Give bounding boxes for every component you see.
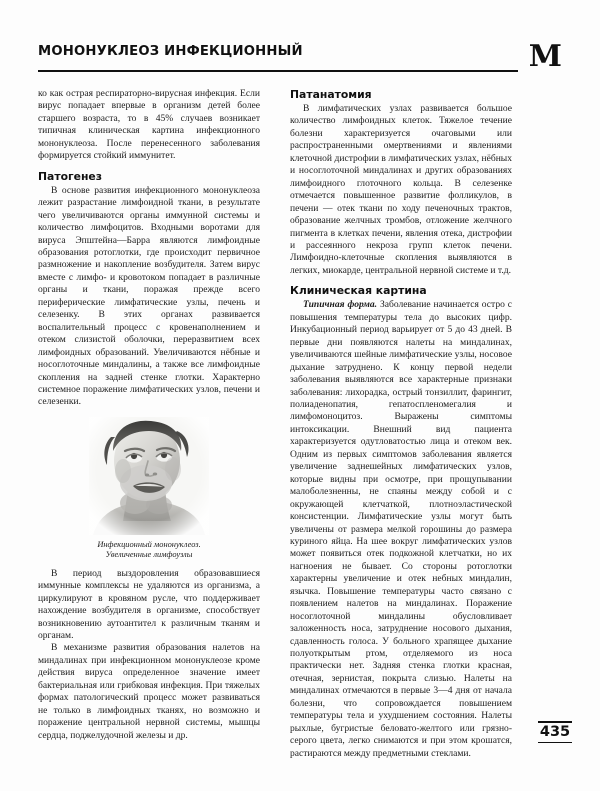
figure-caption-line-1: Инфекционный мононуклеоз.: [97, 539, 201, 549]
running-head-title: МОНОНУКЛЕОЗ ИНФЕКЦИОННЫЙ: [38, 44, 303, 59]
chapter-letter-marker: М: [528, 39, 562, 74]
page-number: 435: [539, 723, 571, 740]
pathanatomy-paragraph: В лимфатических узлах развивается большое количество лимфоидных клеток. Тяжелое течение болезни характеризуется очаговыми или распространенными омертвениями и явлениями клеточной дистрофии в лимфатических узлах, нёбных и носоглоточной миндалинах и других образованиях лимфоидного глоточного кольца. В селезенке отмечается повышенное развитие фолликулов, в печени — отек ткани по ходу печеночных трактов, образование желчных тромбов, отложение желчного пигмента в клетках печени, явления отека, дистрофии и рассеянного некроза групп клеток печени. Лимфоидно-клеточные скопления выявляются в легких, миокарде, центральной нервной системе и т.д.: [290, 103, 512, 276]
typical-form-paragraph: [290, 299, 512, 760]
right-text-column: [290, 88, 512, 760]
folio-rule-bottom: [538, 742, 572, 743]
figure-infectious-mononucleosis: [38, 417, 260, 561]
typical-form-text: Заболевание начинается остро с повышения температуры тела до высоких цифр. Инкубационный период варьирует от 5 до 43 дней. В первые дни появляются налеты на миндалинах, увеличиваются шейные лимфатические узлы, носовое дыхание затруднено. К концу первой недели заболевания выявляются все характерные признаки заболевания: лихорадка, острый тонзиллит, фарингит, полиаденопатия, гепатоспленомегалия и лимфомоноцитоз. Выражены симптомы интоксикации. Внешний вид пациента характеризуется одутловатостью лица и отеком век. Одним из первых симптомов заболевания является увеличение заднешейных лимфатических узлов, которые видны при осмотре, при прощупывании малоболезненны, не спаяны между собой и с окружающей клетчаткой, плотноэластической консистенции. Лимфатические узлы могут быть увеличены от размера мелкой горошины до размера куриного яйца. На шее вокруг лимфатических узлов может появиться отек подкожной клетчатки, но их нагноения не бывает. Со стороны ротоглотки характерны увеличение и отек небных миндалин, язычка. Повышение температуры часто связано с появлением налетов на миндалинах. Поражение носоглоточной миндалины обусловливает заложенность носа, затруднение носового дыхания, сдавленность голоса. У больного храпящее дыхание полуоткрытым ртом, отделяемого из носа практически нет. Задняя стенка глотки красная, отечная, зернистая, покрыта слизью. Налеты на миндалинах отмечаются в первые 3—4 дня от начала болезни, что сопровождается повышением температуры тела и ухудшением состояния. Налеты рыхлые, бугристые беловато-желтого или грязно-серого цвета, легко снимаются и при этом крошатся, растираются между предметными стеклами.: [290, 299, 513, 759]
left-text-column: [38, 88, 260, 742]
typical-form-label: Типичная форма.: [303, 299, 378, 311]
figure-caption: [38, 540, 260, 561]
page-folio: [536, 721, 574, 743]
page-header: [38, 39, 562, 88]
figure-caption-line-2: Увеличенные лимфоузлы: [105, 550, 193, 560]
heading-pathogenesis: Патогенез: [38, 169, 103, 183]
figure-spacer: [38, 561, 260, 568]
recovery-paragraph: В период выздоровления образовавшиеся иммунные комплексы не удаляются из организма, а циркулируют в кровяном русле, что поддерживает нахождение возбудителя в организме, способствует возникновению аутоантител к различным тканям и органам.: [38, 567, 260, 641]
patient-photo-illustration: [89, 417, 209, 535]
heading-pathanatomy: Патанатомия: [290, 88, 372, 101]
patient-photo: [89, 417, 209, 535]
pathogenesis-paragraph: В основе развития инфекционного мононуклеоза лежит разрастание лимфоидной ткани, в результате чего увеличиваются органы иммунной системы и количество лимфоцитов. Входными воротами для вируса Эпштейна—Барра являются лимфоидные образования ротоглотки, где происходит первичное размножение и накопление возбудителя. Затем вирус вместе с лимфо- и кровотоком попадает в различные органы и ткани, поражая прежде всего периферические лимфатические узлы, печень и селезенку. В этих органах развивается воспалительный процесс с кровенаполнением и отеком слизистой оболочки, переразвитием всех лимфоидных образований. Увеличиваются нёбные и носоглоточные миндалины, а также все лимфоидные скопления на задней стенке глотки. Характерно системное поражение лимфатических узлов, печени и селезенки.: [38, 184, 260, 408]
heading-clinical-picture: Клиническая картина: [290, 284, 427, 298]
mechanism-paragraph: В механизме развития образования налетов на миндалинах при инфекционном мононуклеозе кроме действия вируса определенное значение имеет бактериальная или грибковая инфекция. При тяжелых формах патологический процесс может развиваться не только в лимфоидных тканях, но возможно и поражение центральной нервной системы, мышцы сердца, поджелудочной железы и др.: [38, 642, 260, 741]
intro-paragraph: ко как острая респираторно-вирусная инфекция. Если вирус попадает впервые в организм детей более старшего возраста, то в 45% случаев возникает типичная клиническая картина инфекционного мононуклеоза. После перенесенного заболевания формируется стойкий иммунитет.: [38, 88, 260, 162]
header-divider-rule: [38, 70, 518, 72]
